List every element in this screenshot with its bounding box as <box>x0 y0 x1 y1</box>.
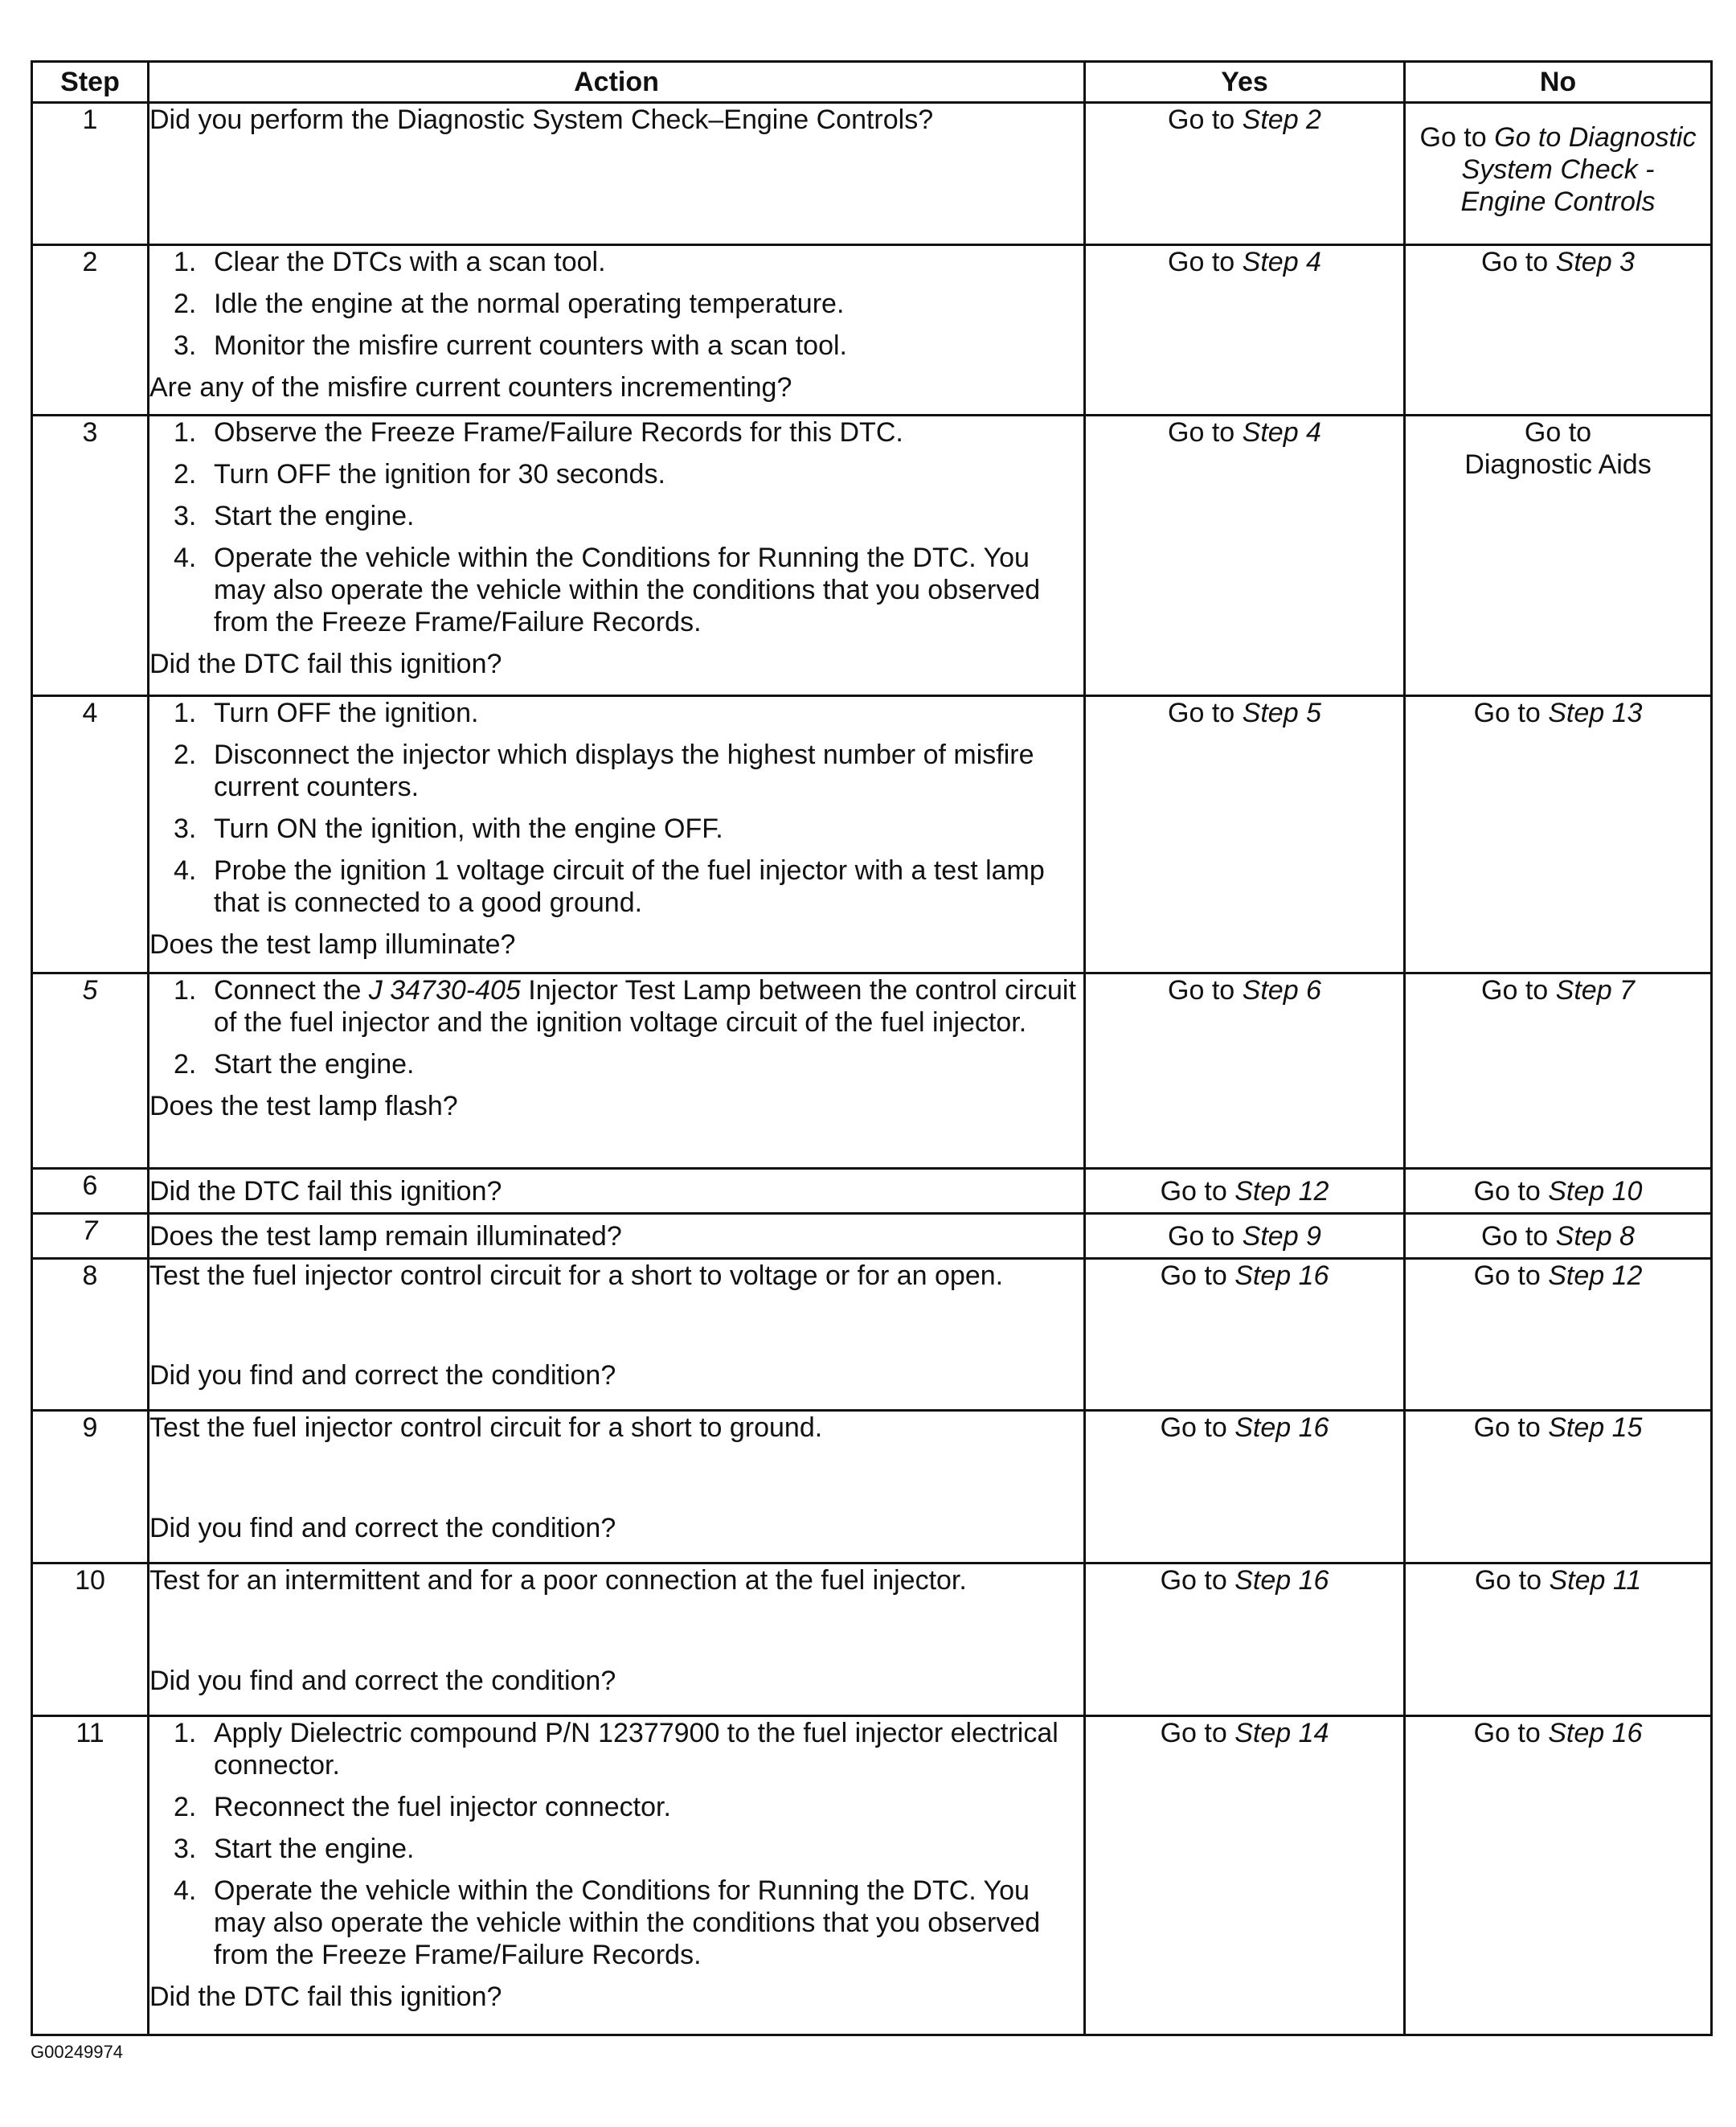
action-question: Did you find and correct the condition? <box>149 1513 616 1543</box>
step-number: 10 <box>32 1563 149 1716</box>
action-question: Does the test lamp remain illuminated? <box>149 1220 622 1252</box>
step-number: 5 <box>32 973 149 1169</box>
no-target: Step 15 <box>1548 1412 1643 1443</box>
table-row-step-1 <box>32 103 1712 245</box>
action-question: Did you perform the Diagnostic System Check–Engine Controls? <box>149 105 934 135</box>
step-number: 11 <box>32 1716 149 2035</box>
no-target: Step 11 <box>1549 1565 1642 1596</box>
no-cell: Go to Step 7 <box>1405 973 1712 1169</box>
action-list <box>149 246 1083 362</box>
yes-target: Step 2 <box>1242 105 1321 135</box>
step-number: 9 <box>32 1411 149 1563</box>
yes-cell: Go to Step 12 <box>1085 1169 1405 1214</box>
list-item: 3. Turn ON the ignition, with the engine OFF. <box>174 814 723 844</box>
no-cell: Go to Step 12 <box>1405 1259 1712 1411</box>
no-target: Step 7 <box>1555 975 1635 1006</box>
action-cell <box>149 416 1085 696</box>
step-number: 6 <box>32 1169 149 1214</box>
list-item: 4. Operate the vehicle within the Conditions for Running the DTC. You may also operate the vehicle within the conditions that you observed from the Freeze Frame/Failure Records. <box>174 543 1041 637</box>
table-row-step-9 <box>32 1411 1712 1563</box>
go-to-label: Go to <box>1419 122 1487 153</box>
action-cell <box>149 1563 1085 1716</box>
action-instruction: Test the fuel injector control circuit for a short to ground. <box>149 1412 823 1443</box>
no-cell: Go to Step 11 <box>1405 1563 1712 1716</box>
no-target: Step 8 <box>1555 1220 1635 1252</box>
list-item: 3. Start the engine. <box>174 1834 415 1864</box>
no-cell <box>1405 103 1712 245</box>
yes-target: Step 4 <box>1242 417 1321 448</box>
yes-target: Step 16 <box>1234 1565 1329 1596</box>
no-target: Step 13 <box>1548 698 1643 728</box>
table-row-step-3 <box>32 416 1712 696</box>
yes-target: Step 16 <box>1234 1412 1329 1443</box>
action-cell <box>149 1259 1085 1411</box>
yes-cell: Go to Step 6 <box>1085 973 1405 1169</box>
yes-target: Step 12 <box>1234 1175 1329 1207</box>
figure-id: G00249974 <box>31 2042 123 2062</box>
list-item: 1. Apply Dielectric compound P/N 12377900 to the fuel injector electrical connector. <box>174 1718 1058 1781</box>
header-step: Step <box>32 62 149 103</box>
no-target: Step 3 <box>1555 247 1635 277</box>
list-item: 4. Probe the ignition 1 voltage circuit of the fuel injector with a test lamp that is connected to a good ground. <box>174 855 1045 918</box>
no-cell: Go to Step 3 <box>1405 245 1712 416</box>
header-no: No <box>1405 62 1712 103</box>
action-question: Did you find and correct the condition? <box>149 1666 616 1696</box>
yes-cell: Go to Step 5 <box>1085 696 1405 973</box>
no-line-2: System Check - <box>1461 154 1655 185</box>
yes-cell: Go to Step 9 <box>1085 1214 1405 1259</box>
action-list <box>149 697 1083 919</box>
action-question: Did the DTC fail this ignition? <box>149 649 502 679</box>
step-number: 3 <box>32 416 149 696</box>
yes-cell: Go to Step 16 <box>1085 1259 1405 1411</box>
action-cell <box>149 1411 1085 1563</box>
action-instruction: Test the fuel injector control circuit for a short to voltage or for an open. <box>149 1260 1004 1291</box>
no-cell: Go to Step 16 <box>1405 1716 1712 2035</box>
step-number: 4 <box>32 696 149 973</box>
yes-target: Step 5 <box>1242 698 1321 728</box>
list-item: 2. Idle the engine at the normal operating temperature. <box>174 289 845 319</box>
action-question: Are any of the misfire current counters incrementing? <box>149 372 792 403</box>
step-number: 1 <box>32 103 149 245</box>
list-item: 3. Monitor the misfire current counters with a scan tool. <box>174 330 847 361</box>
table-row-step-4 <box>32 696 1712 973</box>
no-line-1: Go to <box>1524 417 1592 448</box>
no-cell: Go to Step 13 <box>1405 696 1712 973</box>
step-number: 8 <box>32 1259 149 1411</box>
no-cell <box>1405 416 1712 696</box>
no-target: Step 16 <box>1548 1718 1643 1748</box>
action-list <box>149 1717 1083 1971</box>
table-row-step-10 <box>32 1563 1712 1716</box>
yes-cell <box>1085 103 1405 245</box>
no-line-2: Diagnostic Aids <box>1464 449 1652 480</box>
list-item: 2. Reconnect the fuel injector connector. <box>174 1792 671 1822</box>
table-row-step-2 <box>32 245 1712 416</box>
yes-target: Step 16 <box>1234 1260 1329 1291</box>
list-item: 2. Start the engine. <box>174 1049 415 1080</box>
go-to-label: Go to <box>1168 105 1235 135</box>
diagnostic-table <box>31 60 1713 2036</box>
list-item: 3. Start the engine. <box>174 501 415 531</box>
list-item: 2. Turn OFF the ignition for 30 seconds. <box>174 459 665 490</box>
action-question: Does the test lamp flash? <box>149 1091 458 1121</box>
list-item: 1. Connect the J 34730-405 Injector Test Lamp between the control circuit of the fuel injector and the ignition voltage circuit of the fuel injector. <box>174 975 1076 1038</box>
table-row-step-6 <box>32 1169 1712 1214</box>
no-cell: Go to Step 8 <box>1405 1214 1712 1259</box>
header-yes: Yes <box>1085 62 1405 103</box>
action-cell <box>149 245 1085 416</box>
yes-target: Step 4 <box>1242 247 1321 277</box>
action-cell <box>149 103 1085 245</box>
action-question: Did the DTC fail this ignition? <box>149 1982 502 2012</box>
yes-cell: Go to Step 16 <box>1085 1411 1405 1563</box>
yes-cell: Go to Step 4 <box>1085 416 1405 696</box>
list-item: 1. Turn OFF the ignition. <box>174 698 479 728</box>
action-cell <box>149 1169 1085 1214</box>
table-row-step-7 <box>32 1214 1712 1259</box>
no-target: Step 12 <box>1548 1260 1643 1291</box>
yes-target: Step 9 <box>1242 1220 1321 1252</box>
tool-number: J 34730-405 <box>368 975 521 1006</box>
no-cell: Go to Step 15 <box>1405 1411 1712 1563</box>
action-cell <box>149 973 1085 1169</box>
action-question: Does the test lamp illuminate? <box>149 929 516 960</box>
action-cell <box>149 696 1085 973</box>
no-line-3: Engine Controls <box>1460 186 1656 217</box>
step-number: 7 <box>32 1214 149 1259</box>
action-question: Did the DTC fail this ignition? <box>149 1175 502 1207</box>
action-instruction: Test for an intermittent and for a poor connection at the fuel injector. <box>149 1565 967 1596</box>
yes-cell: Go to Step 16 <box>1085 1563 1405 1716</box>
header-row <box>32 62 1712 103</box>
no-line-1: Go to Diagnostic <box>1494 122 1697 153</box>
no-line <box>1406 121 1710 154</box>
table-row-step-11 <box>32 1716 1712 2035</box>
no-cell: Go to Step 10 <box>1405 1169 1712 1214</box>
action-cell <box>149 1716 1085 2035</box>
header-action: Action <box>149 62 1085 103</box>
step-number: 2 <box>32 245 149 416</box>
table-row-step-8 <box>32 1259 1712 1411</box>
yes-target: Step 6 <box>1242 975 1321 1006</box>
no-target: Step 10 <box>1548 1175 1643 1207</box>
list-item: 4. Operate the vehicle within the Conditions for Running the DTC. You may also operate the vehicle within the conditions that you observed from the Freeze Frame/Failure Records. <box>174 1875 1041 1970</box>
yes-cell: Go to Step 4 <box>1085 245 1405 416</box>
yes-target: Step 14 <box>1234 1718 1329 1748</box>
action-question: Did you find and correct the condition? <box>149 1360 616 1391</box>
list-item: 2. Disconnect the injector which displays the highest number of misfire current counters. <box>174 740 1034 802</box>
yes-cell: Go to Step 14 <box>1085 1716 1405 2035</box>
table-row-step-5 <box>32 973 1712 1169</box>
action-cell <box>149 1214 1085 1259</box>
action-list <box>149 416 1083 638</box>
action-list <box>149 974 1083 1080</box>
list-item: 1. Observe the Freeze Frame/Failure Records for this DTC. <box>174 417 903 448</box>
list-item: 1. Clear the DTCs with a scan tool. <box>174 247 606 277</box>
